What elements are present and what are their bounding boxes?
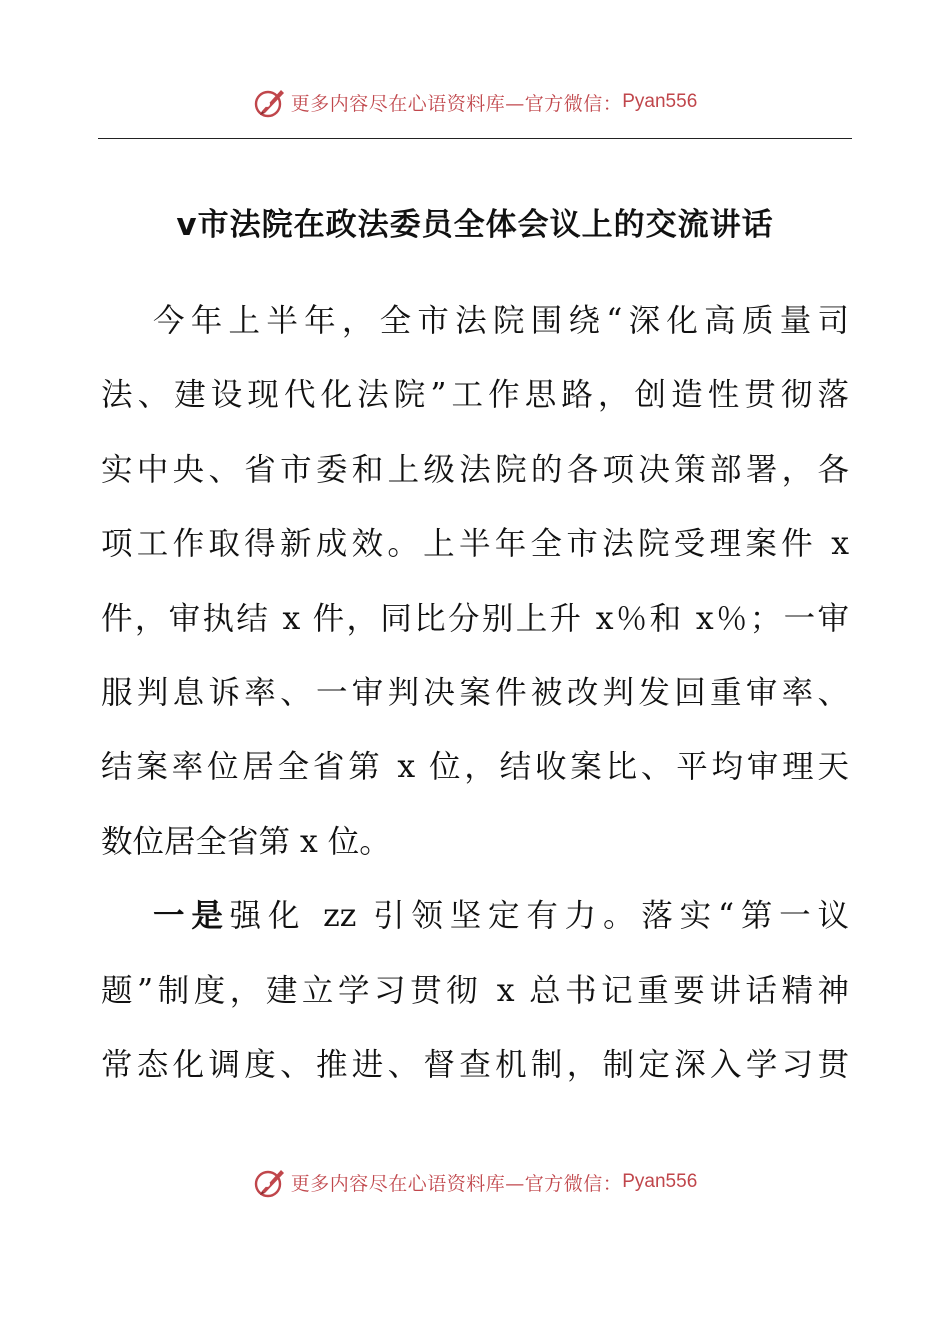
quill-pen-logo-icon <box>253 85 287 119</box>
header-divider <box>98 138 852 139</box>
header-wechat-handle: Pyan556 <box>622 91 698 112</box>
document-title: v市法院在政法委员全体会议上的交流讲话 <box>176 207 774 243</box>
paragraph-1-line: 数位居全省第 x 位。 <box>101 823 391 860</box>
paragraph-1-line: 结案率位居全省第 x 位，结收案比、平均审理天 <box>101 749 849 786</box>
header-banner <box>0 82 950 122</box>
footer-brand-text: 更多内容尽在心语资料库—官方微信： <box>290 1172 623 1195</box>
paragraph-1-line: 法、建设现代化法院”工作思路，创造性贯彻落 <box>101 377 849 414</box>
paragraph-1-line: 实中央、省市委和上级法院的各项决策部署，各 <box>101 451 849 488</box>
paragraph-2-line: 常态化调度、推进、督查机制，制定深入学习贯 <box>101 1046 849 1083</box>
paragraph-1-line: 项工作取得新成效。上半年全市法院受理案件 x <box>101 526 849 563</box>
paragraph-1-line: 服判息诉率、一审判决案件被改判发回重审率、 <box>101 674 849 711</box>
footer-banner <box>0 1162 950 1202</box>
quill-pen-logo-icon <box>253 1165 287 1199</box>
paragraph-2-line: 题”制度，建立学习贯彻 x 总书记重要讲话精神 <box>101 972 849 1009</box>
paragraph-1-line: 今年上半年，全市法院围绕“深化高质量司 <box>153 303 849 339</box>
header-brand-text: 更多内容尽在心语资料库—官方微信： <box>290 92 623 115</box>
paragraph-2-lead: 一是 <box>153 898 230 935</box>
document-body <box>101 284 849 1102</box>
paragraph-1-line: 件，审执结 x 件，同比分别上升 x％和 x％；一审 <box>101 600 849 637</box>
footer-wechat-handle: Pyan556 <box>622 1171 698 1192</box>
paragraph-2-line: 强化 zz 引领坚定有力。落实“第一议 <box>229 898 849 935</box>
paragraph-2-first-line <box>101 879 849 953</box>
